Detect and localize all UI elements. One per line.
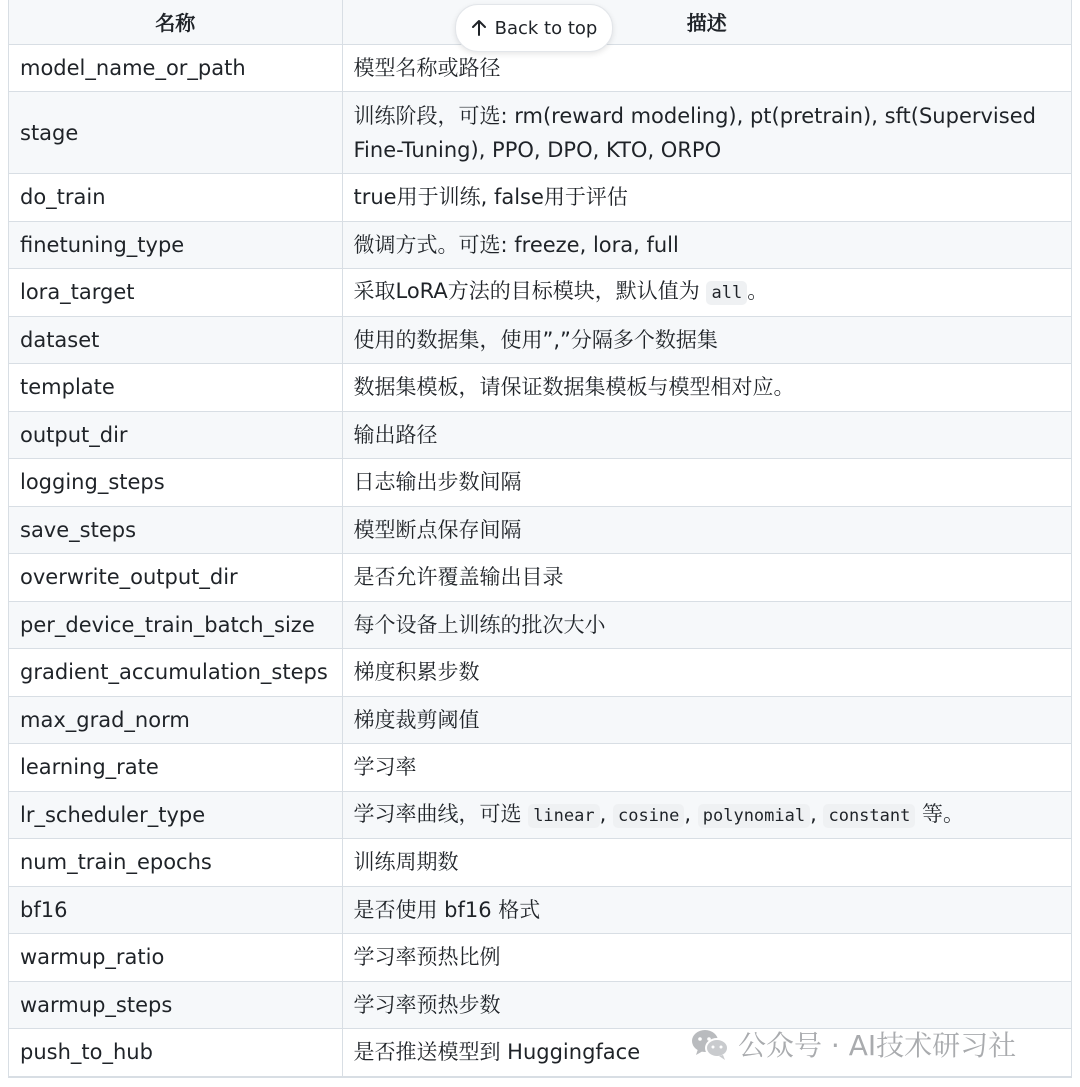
desc-text: 微调方式。可选: freeze, lora, full (353, 232, 679, 257)
table-row (9, 92, 1071, 174)
param-desc-cell (342, 554, 1071, 602)
desc-text: 等。 (915, 801, 965, 826)
param-name-cell: lr_scheduler_type (9, 791, 342, 839)
desc-text: 采取LoRA方法的目标模块，默认值为 (353, 279, 707, 304)
desc-text: 数据集模板，请保证数据集模板与模型相对应。 (353, 375, 795, 400)
desc-text: 梯度裁剪阈值 (353, 707, 480, 732)
watermark (690, 1022, 1016, 1066)
param-desc-cell (342, 839, 1071, 887)
table-row (9, 221, 1071, 269)
desc-text: 训练周期数 (353, 850, 459, 875)
param-desc-cell (342, 459, 1071, 507)
desc-text: 每个设备上训练的批次大小 (353, 612, 606, 637)
code-value: linear (528, 804, 599, 828)
param-name-cell: num_train_epochs (9, 839, 342, 887)
table-row (9, 459, 1071, 507)
param-desc-cell (342, 601, 1071, 649)
table-row (9, 174, 1071, 222)
table-row (9, 649, 1071, 697)
param-name-cell: push_to_hub (9, 1029, 342, 1077)
param-name-cell: lora_target (9, 269, 342, 317)
desc-text: 梯度积累步数 (353, 660, 480, 685)
param-desc-cell (342, 316, 1071, 364)
params-table-container (8, 0, 1072, 1078)
desc-text: , (810, 801, 824, 826)
param-name-cell: save_steps (9, 506, 342, 554)
table-row (9, 696, 1071, 744)
desc-text: 日志输出步数间隔 (353, 470, 522, 495)
param-name-cell: stage (9, 92, 342, 174)
param-name-cell: model_name_or_path (9, 44, 342, 92)
code-value: cosine (613, 804, 684, 828)
table-row (9, 839, 1071, 887)
param-desc-cell (342, 744, 1071, 792)
param-name-cell: per_device_train_batch_size (9, 601, 342, 649)
desc-text: 学习率 (353, 755, 417, 780)
code-value: polynomial (698, 804, 810, 828)
param-name-cell: bf16 (9, 886, 342, 934)
desc-text: 输出路径 (353, 422, 438, 447)
table-row (9, 886, 1071, 934)
param-name-cell: output_dir (9, 411, 342, 459)
param-name-cell: logging_steps (9, 459, 342, 507)
param-desc-cell (342, 221, 1071, 269)
back-to-top-label: Back to top (494, 17, 598, 39)
param-desc-cell (342, 411, 1071, 459)
desc-text: true用于训练, false用于评估 (353, 185, 628, 210)
param-desc-cell (342, 506, 1071, 554)
back-to-top-button[interactable] (455, 4, 613, 52)
desc-text: 是否使用 bf16 格式 (353, 897, 541, 922)
table-row (9, 269, 1071, 317)
param-desc-cell (342, 364, 1071, 412)
desc-text: 学习率曲线，可选 (353, 801, 529, 826)
table-row (9, 364, 1071, 412)
header-name: 名称 (9, 0, 342, 44)
table-row (9, 411, 1071, 459)
code-value: constant (823, 804, 915, 828)
param-desc-cell (342, 791, 1071, 839)
param-name-cell: template (9, 364, 342, 412)
desc-text: 训练阶段，可选: rm(reward modeling), pt(pretrain), sft(Supervised Fine-Tuning), PPO, DPO, KTO, ORPO (353, 103, 1036, 162)
param-name-cell: gradient_accumulation_steps (9, 649, 342, 697)
header-desc: 描述 (342, 0, 1071, 44)
param-name-cell: warmup_steps (9, 981, 342, 1029)
param-name-cell: max_grad_norm (9, 696, 342, 744)
code-value: all (706, 281, 747, 305)
param-name-cell: overwrite_output_dir (9, 554, 342, 602)
table-row (9, 601, 1071, 649)
param-name-cell: finetuning_type (9, 221, 342, 269)
desc-text: 。 (747, 279, 769, 304)
param-desc-cell (342, 92, 1071, 174)
arrow-up-icon (471, 19, 487, 37)
param-desc-cell (342, 44, 1071, 92)
desc-text: 模型断点保存间隔 (353, 517, 522, 542)
table-row (9, 554, 1071, 602)
param-desc-cell (342, 934, 1071, 982)
desc-text: 是否推送模型到 Huggingface (353, 1040, 641, 1065)
desc-text: 模型名称或路径 (353, 55, 501, 80)
desc-text: 学习率预热比例 (353, 945, 501, 970)
table-row (9, 506, 1071, 554)
desc-text: , (599, 801, 613, 826)
desc-text: , (684, 801, 698, 826)
desc-text: 使用的数据集，使用”,”分隔多个数据集 (353, 327, 718, 352)
param-desc-cell (342, 886, 1071, 934)
desc-text: 学习率预热步数 (353, 992, 501, 1017)
param-name-cell: do_train (9, 174, 342, 222)
param-name-cell: learning_rate (9, 744, 342, 792)
desc-text: 是否允许覆盖输出目录 (353, 565, 564, 590)
param-desc-cell (342, 174, 1071, 222)
param-desc-cell (342, 696, 1071, 744)
table-row (9, 316, 1071, 364)
table-row (9, 791, 1071, 839)
table-body (9, 44, 1071, 1076)
param-name-cell: dataset (9, 316, 342, 364)
params-table (9, 0, 1071, 1077)
param-desc-cell (342, 649, 1071, 697)
table-row (9, 744, 1071, 792)
wechat-icon (690, 1027, 730, 1061)
watermark-text: 公众号 · AI技术研习社 (738, 1029, 1017, 1062)
param-name-cell: warmup_ratio (9, 934, 342, 982)
param-desc-cell (342, 269, 1071, 317)
table-row (9, 934, 1071, 982)
